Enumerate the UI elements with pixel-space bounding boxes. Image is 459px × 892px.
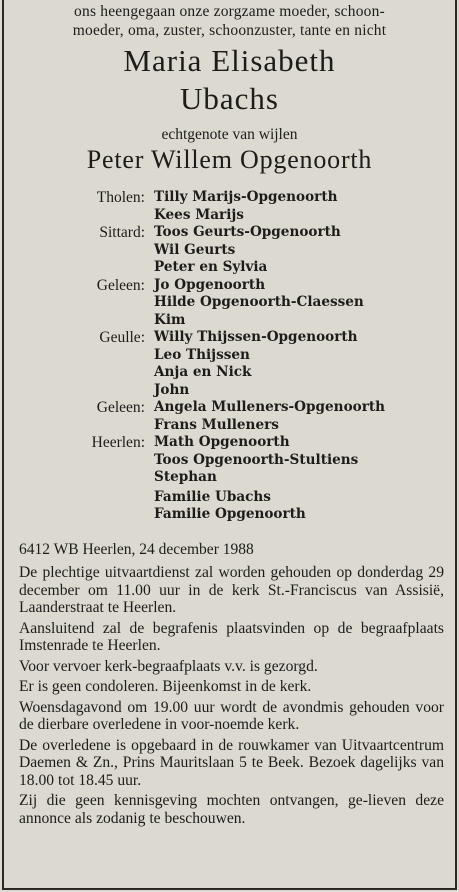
family-place [0,417,154,435]
family-names: Familie Opgenoorth [154,506,306,522]
family-names: Tilly Marijs-Opgenoorth [154,189,338,205]
spouse-label: echtgenote van wijlen [161,126,298,143]
family-names: Stephan [154,469,217,485]
family-names: Angela Mulleners-Opgenoorth [154,399,386,415]
family-names: Frans Mulleners [154,416,279,433]
family-place: Geleen: [96,276,145,294]
family-names: Jo Opgenoorth [154,276,266,293]
funeral-details [19,564,444,830]
intro-text [0,2,459,40]
family-place [0,259,154,277]
family-place [0,382,154,400]
family-names: Math Opgenoorth [154,434,290,450]
family-row [0,207,459,225]
family-row [0,242,459,260]
family-names: Hilde Opgenoorth-Claessen [154,294,364,310]
family-row [0,347,459,365]
family-row [0,259,459,277]
family-place [0,347,154,365]
family-place [0,242,154,260]
family-place [0,469,154,487]
detail-paragraph: Woensdagavond om 19.00 uur wordt de avondmis gehouden voor de dierbare overledene in voor-noemde kerk. [19,698,444,733]
family-names: Wil Geurts [154,241,236,258]
intro-line-1: ons heengegaan onze zorgzame moeder, schoon- [74,3,385,20]
family-place: Heerlen: [91,434,145,451]
family-names: Toos Opgenoorth-Stultiens [154,451,359,468]
family-names: Willy Thijssen-Opgenoorth [154,329,358,345]
family-names: Kim [154,311,186,328]
family-row [0,399,459,417]
family-place: Tholen: [96,189,145,206]
family-row [0,452,459,470]
family-row [0,329,459,347]
detail-paragraph: Zij die geen kennisgeving mochten ontvangen, ge-lieven deze annonce als zodanig te beschouwen. [19,792,444,827]
family-place [0,207,154,225]
family-place [0,489,154,507]
family-place: Geulle: [99,329,145,346]
family-row [0,364,459,382]
spouse-name: Peter Willem Opgenoorth [86,145,373,174]
deceased-name-line-2: Ubachs [180,81,279,116]
detail-paragraph: De plechtige uitvaartdienst zal worden gehouden op donderdag 29 december om 11.00 uur in de kerk St.-Franciscus van Assisië, Laanderstraat te Heerlen. [19,564,444,616]
address-date: 6412 WB Heerlen, 24 december 1988 [19,541,254,558]
family-place [0,452,154,470]
family-row [0,224,459,242]
family-place [0,312,154,330]
family-row [0,417,459,435]
family-names: Anja en Nick [154,364,252,380]
family-row [0,312,459,330]
family-row [0,469,459,487]
intro-line-2: moeder, oma, zuster, schoonzuster, tante en nicht [72,22,387,39]
deceased-name-line-1: Maria Elisabeth [123,43,336,78]
family-names: John [154,381,190,398]
family-place: Sittard: [99,224,145,241]
deceased-name [0,42,459,118]
family-row [0,382,459,400]
family-names: Kees Marijs [154,206,244,223]
detail-paragraph: Aansluitend zal de begrafenis plaatsvinden op de begraafplaats Imstenrade te Heerlen. [19,619,444,654]
detail-paragraph: De overledene is opgebaard in de rouwkamer van Uitvaartcentrum Daemen & Zn., Prins Mauritslaan 5 te Beek. Bezoek dagelijks van 18.00 tot 18.45 uur. [19,736,444,789]
family-names: Familie Ubachs [154,488,271,505]
family-place [0,294,154,312]
family-names: Peter en Sylvia [154,259,268,275]
detail-paragraph: Er is geen condoleren. Bijeenkomst in de kerk. [19,678,312,695]
family-place [0,364,154,382]
family-row [0,506,459,524]
family-list [0,189,459,524]
family-place: Geleen: [96,399,145,416]
family-row [0,489,459,507]
family-place [0,506,154,524]
family-row [0,277,459,295]
family-row [0,434,459,452]
family-row [0,294,459,312]
family-row [0,189,459,207]
family-names: Leo Thijssen [154,346,250,363]
family-names: Toos Geurts-Opgenoorth [154,224,341,240]
detail-paragraph: Voor vervoer kerk-begraafplaats v.v. is gezorgd. [19,657,318,675]
